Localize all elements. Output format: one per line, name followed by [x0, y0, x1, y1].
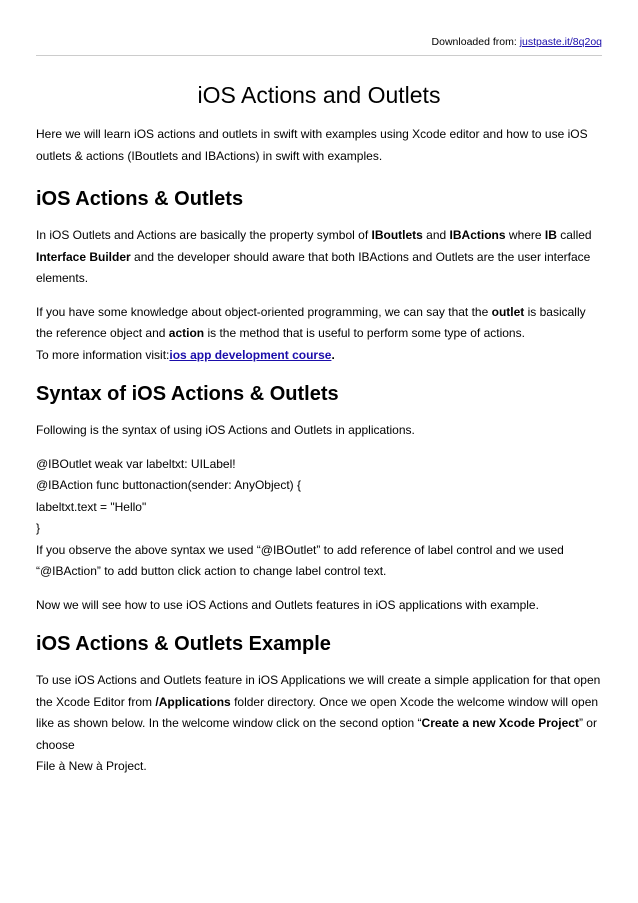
download-source-link[interactable]: justpaste.it/8q2oq: [519, 36, 602, 48]
header-divider: [36, 55, 602, 56]
download-source: [432, 36, 602, 48]
section2-paragraph-1: Following is the syntax of using iOS Actions and Outlets in applications.: [36, 423, 415, 437]
page-title: iOS Actions and Outlets: [197, 82, 441, 108]
article: [36, 79, 602, 790]
download-prefix: Downloaded from:: [431, 36, 520, 48]
section1-paragraph-2: If you have some knowledge about object-oriented programming, we can say that the outlet is basically the reference object and action is the method that is useful to perform some type of actions. To more information visit:ios app development course.: [36, 304, 586, 362]
section-heading-example: iOS Actions & Outlets Example: [36, 633, 331, 655]
section-heading-actions-outlets: iOS Actions & Outlets: [36, 188, 244, 210]
code-line: }: [36, 521, 41, 535]
intro-paragraph: Here we will learn iOS actions and outlets in swift with examples using Xcode editor and how to use iOS outlets & actions (IBoutlets and IBActions) in swift with examples.: [36, 127, 588, 163]
section1-paragraph-1: In iOS Outlets and Actions are basically the property symbol of IBoutlets and IBActions where IB called Interface Builder and the developer should aware that both IBActions and Outlets are the user interface elements.: [36, 228, 592, 285]
section2-paragraph-2: If you observe the above syntax we used “@IBOutlet” to add reference of label control and we used “@IBAction” to add button click action to change label control text.: [36, 542, 564, 578]
section3-paragraph-1: To use iOS Actions and Outlets feature in iOS Applications we will create a simple application for that open the Xcode Editor from /Applications folder directory. Once we open Xcode the welcome window will open like as shown below. In the welcome window click on the second option “Create a new Xcode Project” or choose File à New à Project.: [36, 673, 601, 773]
ios-course-link[interactable]: ios app development course: [169, 347, 332, 362]
code-block: [36, 454, 602, 540]
code-line: labeltxt.text = "Hello": [36, 499, 147, 514]
code-line: @IBOutlet weak var labeltxt: UILabel!: [36, 456, 236, 471]
section-heading-syntax: Syntax of iOS Actions & Outlets: [36, 383, 339, 405]
section2-paragraph-3: Now we will see how to use iOS Actions and Outlets features in iOS applications with example.: [36, 597, 539, 612]
code-line: @IBAction func buttonaction(sender: AnyObject) {: [36, 478, 301, 492]
